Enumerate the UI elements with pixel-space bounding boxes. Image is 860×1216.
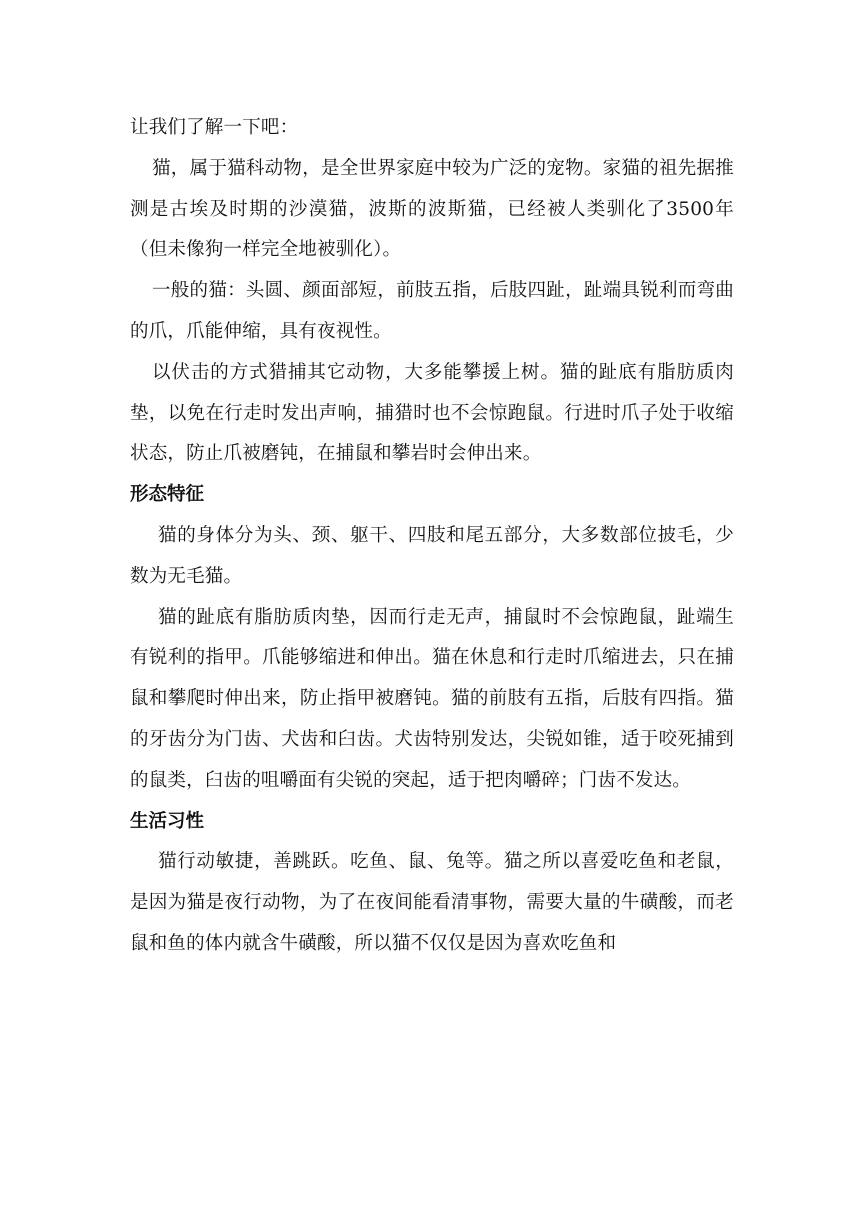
- paragraph-habits: 猫行动敏捷，善跳跃。吃鱼、鼠、兔等。猫之所以喜爱吃鱼和老鼠，是因为猫是夜行动物，为了在夜间能看清事物，需要大量的牛磺酸，而老鼠和鱼的体内就含牛磺酸，所以猫不仅仅是因为喜欢吃鱼和: [130, 851, 734, 954]
- paragraph-body-parts: 猫的身体分为头、颈、躯干、四肢和尾五部分，大多数部位披毛，少数为无毛猫。: [130, 524, 734, 587]
- section-heading-morphology: 形态特征: [130, 484, 205, 506]
- intro-paragraph: 让我们了解一下吧：: [130, 117, 299, 138]
- paragraph-cat-overview: 猫，属于猫科动物，是全世界家庭中较为广泛的宠物。家猫的祖先据推测是古埃及时期的沙漠猫，波斯的波斯猫，已经被人类驯化了3500年（但未像狗一样完全地被驯化）。: [130, 157, 734, 261]
- document-body: [130, 108, 734, 965]
- paragraph-cat-general: 一般的猫：头圆、颜面部短，前肢五指，后肢四趾，趾端具锐利而弯曲的爪，爪能伸缩，具有夜视性。: [130, 280, 734, 342]
- paragraph-paws-teeth: 猫的趾底有脂肪质肉垫，因而行走无声，捕鼠时不会惊跑鼠，趾端生有锐利的指甲。爪能够缩进和伸出。猫在休息和行走时爪缩进去，只在捕鼠和攀爬时伸出来，防止指甲被磨钝。猫的前肢有五指，后肢有四指。猫的牙齿分为门齿、犬齿和臼齿。犬齿特别发达，尖锐如锥，适于咬死捕到的鼠类，臼齿的咀嚼面有尖锐的突起，适于把肉嚼碎；门齿不发达。: [130, 606, 734, 791]
- paragraph-cat-hunting: 以伏击的方式猎捕其它动物，大多能攀援上树。猫的趾底有脂肪质肉垫，以免在行走时发出声响，捕猎时也不会惊跑鼠。行进时爪子处于收缩状态，防止爪被磨钝，在捕鼠和攀岩时会伸出来。: [130, 361, 734, 465]
- section-heading-habits: 生活习性: [130, 810, 205, 832]
